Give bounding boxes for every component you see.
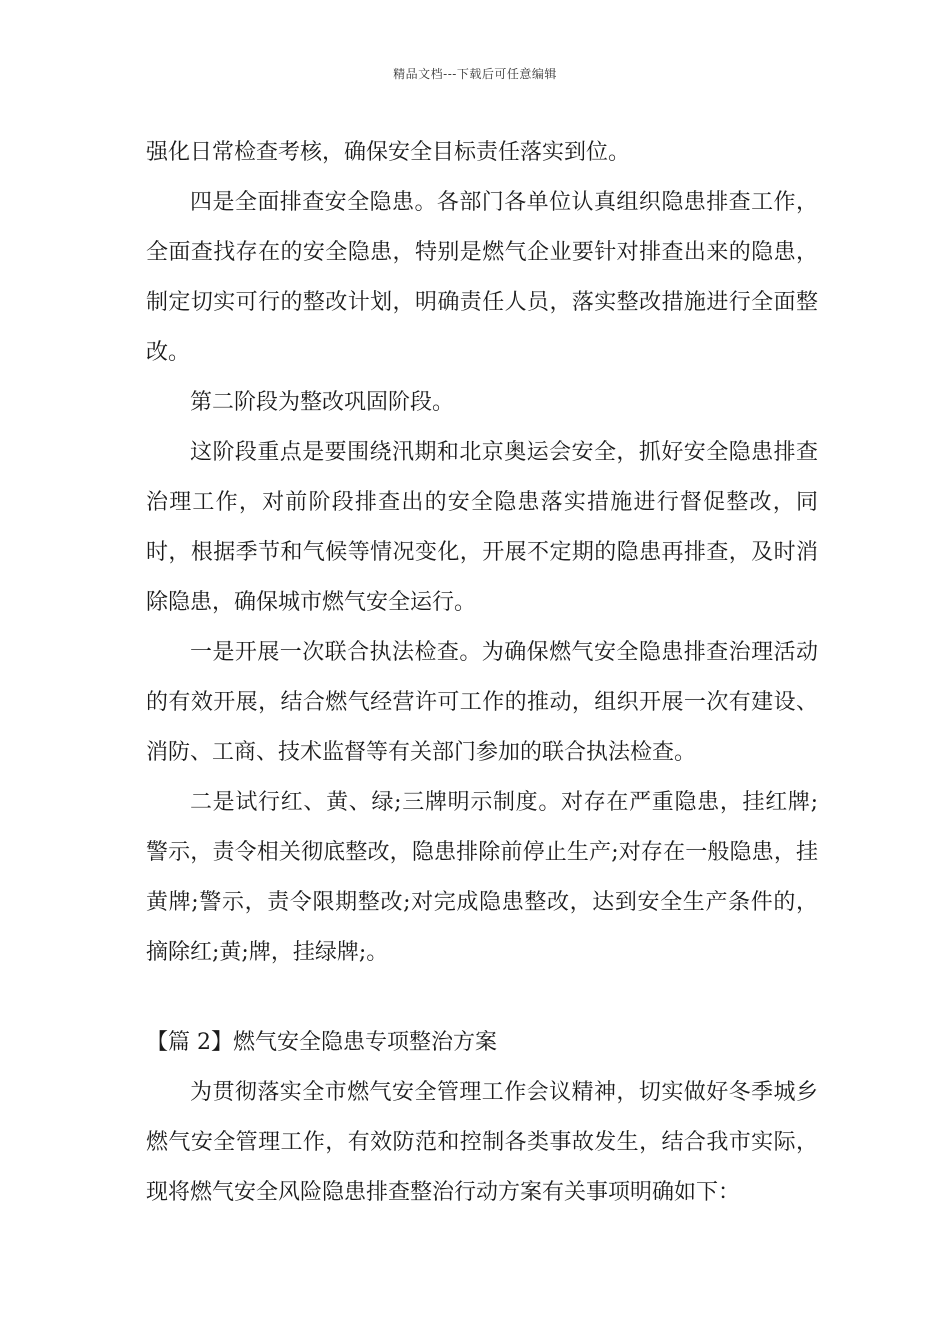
paragraph-4: 这阶段重点是要围绕汛期和北京奥运会安全，抓好安全隐患排查治理工作，对前阶段排查出的安全隐患落实措施进行督促整改，同时，根据季节和气候等情况变化，开展不定期的隐患再排查，及时消除隐患，确保城市燃气安全运行。 [146, 440, 818, 615]
section-title: 【篇 2】燃气安全隐患专项整治方案 [146, 1030, 497, 1055]
paragraph-5: 一是开展一次联合执法检查。为确保燃气安全隐患排查治理活动的有效开展，结合燃气经营许可工作的推动，组织开展一次有建设、消防、工商、技术监督等有关部门参加的联合执法检查。 [146, 640, 818, 765]
document-body [146, 128, 818, 1218]
paragraph-3: 第二阶段为整改巩固阶段。 [190, 390, 455, 415]
paragraph-1: 强化日常检查考核，确保安全目标责任落实到位。 [146, 140, 631, 165]
paragraph-6: 二是试行红、黄、绿;三牌明示制度。对存在严重隐患，挂红牌;警示，责令相关彻底整改，隐患排除前停止生产;对存在一般隐患，挂黄牌;警示，责令限期整改;对完成隐患整改，达到安全生产条件的，摘除红;黄;牌，挂绿牌;。 [146, 790, 818, 965]
section-paragraph-1: 为贯彻落实全市燃气安全管理工作会议精神，切实做好冬季城乡燃气安全管理工作，有效防范和控制各类事故发生，结合我市实际，现将燃气安全风险隐患排查整治行动方案有关事项明确如下： [146, 1080, 818, 1205]
page-header: 精品文档---下载后可任意编辑 [393, 67, 557, 81]
paragraph-2: 四是全面排查安全隐患。各部门各单位认真组织隐患排查工作，全面查找存在的安全隐患，特别是燃气企业要针对排查出来的隐患，制定切实可行的整改计划，明确责任人员，落实整改措施进行全面整改。 [146, 190, 818, 365]
